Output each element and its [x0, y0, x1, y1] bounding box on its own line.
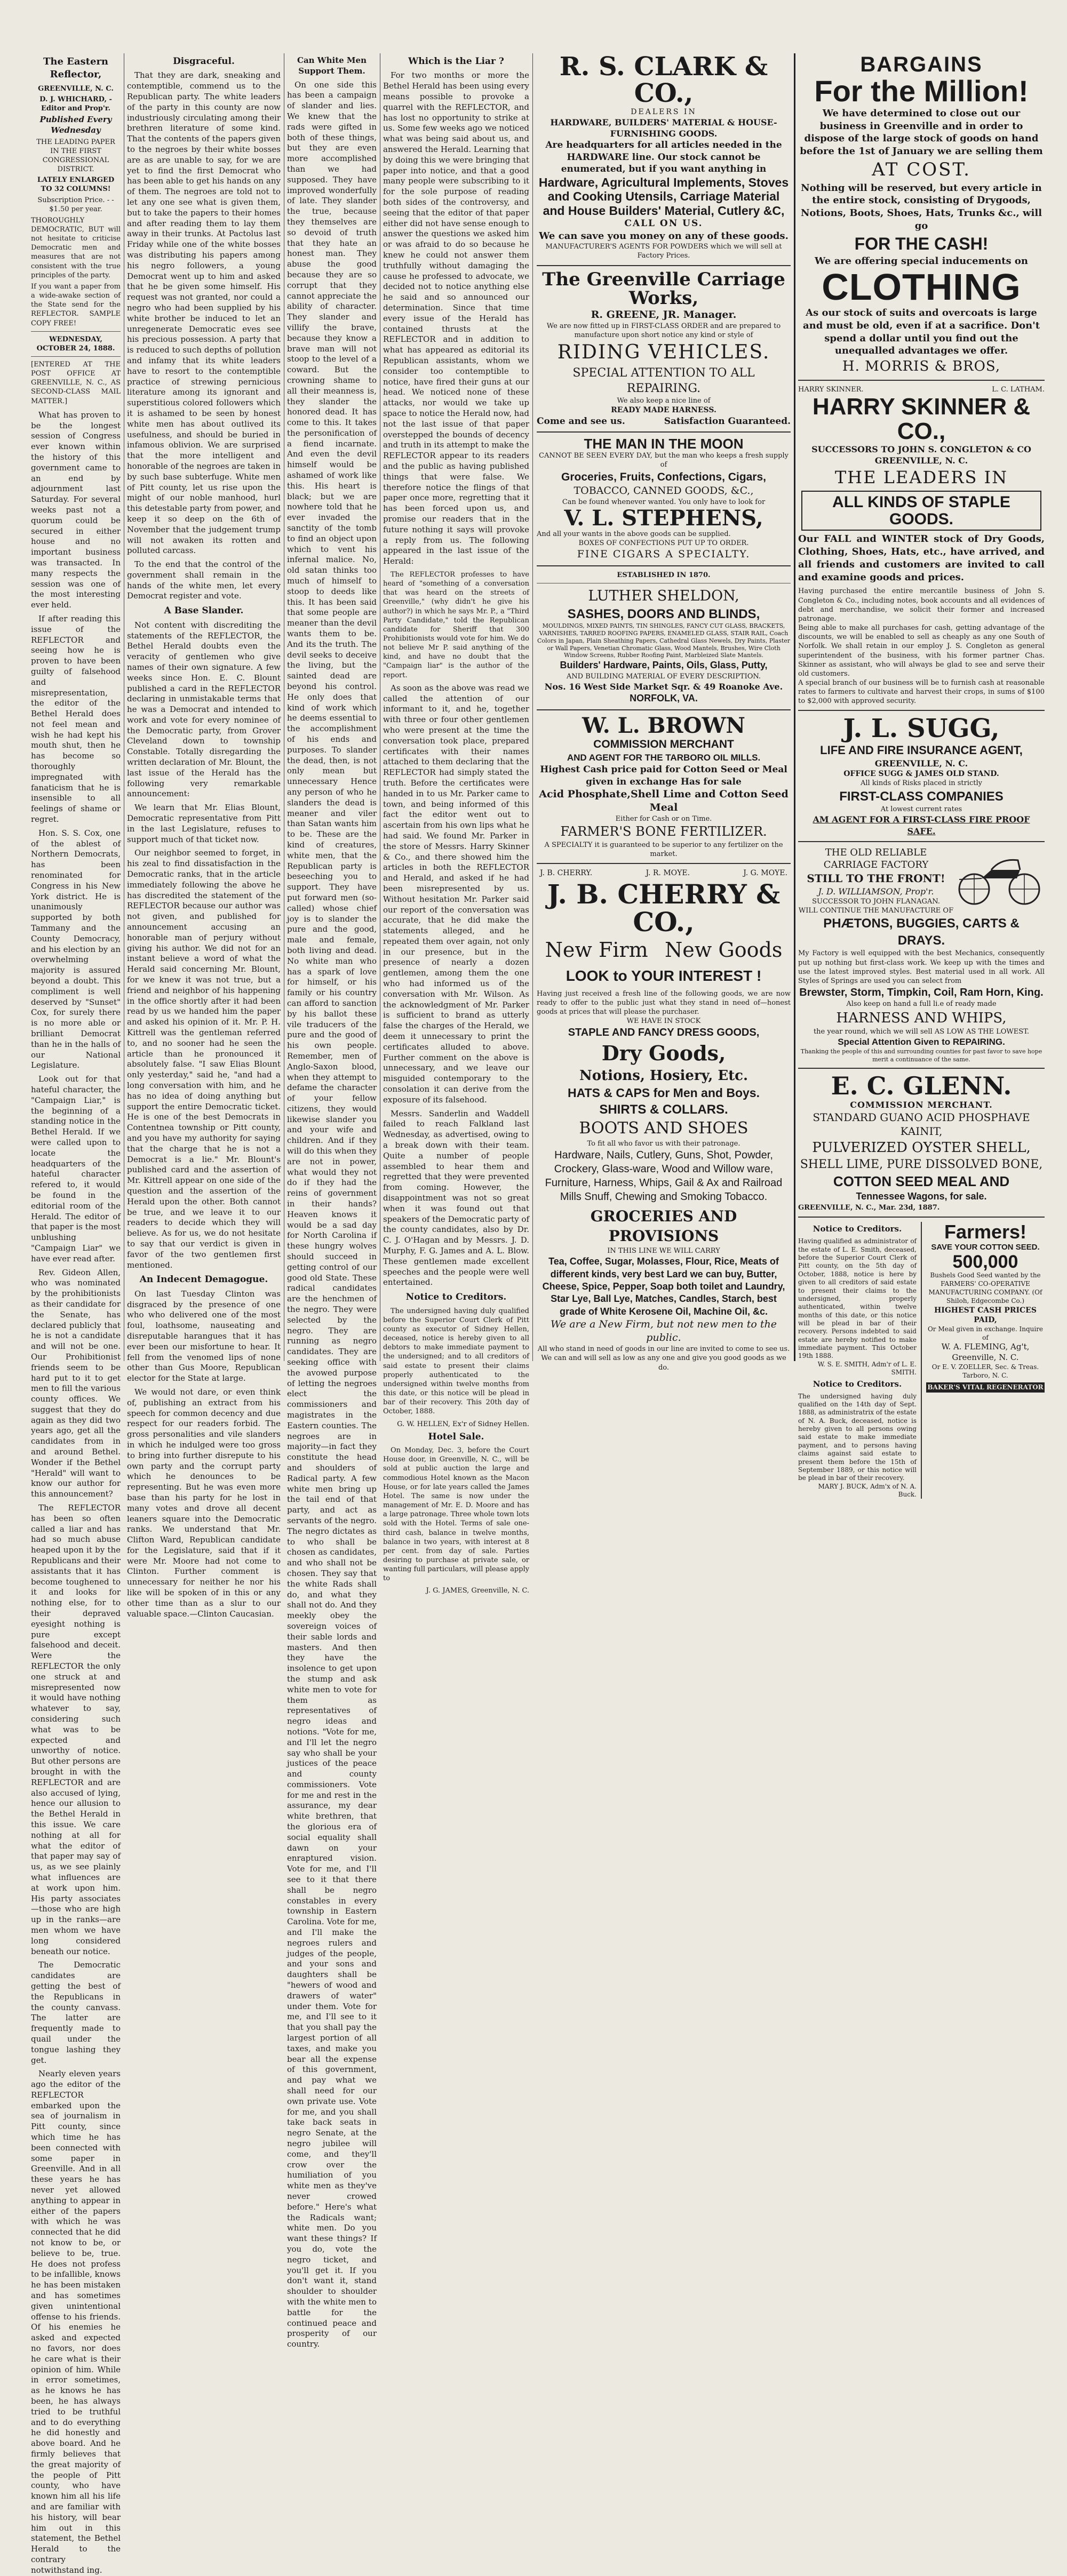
ad-text: Special Attention Given to REPAIRING.	[838, 1036, 1005, 1047]
ad-title: J. B. CHERRY & CO.,	[547, 878, 781, 938]
notice-title: Notice to Creditors.	[405, 1292, 507, 1303]
ad-text: Hardware, Nails, Cutlery, Guns, Shot, Powder, Crockery, Glass-ware, Wood and Willow ware, Furniture, Harness, Whips, Gail & Ax and Railroad Mills Snuff, Chewing and Smoking Tobacco.	[545, 1149, 783, 1203]
ad-text: Highest Cash price paid for Cotton Seed or Meal given in exchange Has for sale	[540, 764, 787, 787]
ad-text: STILL TO THE FRONT!	[807, 872, 945, 885]
column-4	[383, 53, 529, 1595]
ad-text: COMMISSION MERCHANT	[593, 738, 734, 750]
ad-text: AND BUILDING MATERIAL OF EVERY DESCRIPTION.	[566, 672, 761, 681]
ad-text: A SPECIALTY it is guaranteed to be superior to any fertilizer on the market.	[544, 841, 783, 859]
ad-text: GROCERIES AND PROVISIONS	[590, 1207, 737, 1245]
ad-text: the year round, which we will sell AS LOW AS THE LOWEST.	[813, 1027, 1030, 1036]
notice-text: Having qualified as administrator of the estate of L. E. Smith, deceased, before the Superior Court Clerk of Pitt county, on the 5th day of October, 1888, notice is here by given to all creditors of said estate to present their claims to the undersigned, properly authenticated, within twelve months of this date, or this notice will be plead in bar of their recovery. Persons indebted to said estate are hereby notified to make immediate payment. This October 19th 1888.	[798, 1237, 917, 1360]
column-6-ads	[798, 53, 1045, 1498]
paragraph: Not content with discrediting the statements of the REFLECTOR, the Bethel Herald doubts even the veracity of gentlemen who give names of their own signature. A few weeks since Hon. E. C. Blount published a card in the REFLECTOR declaring in unmistakable terms that he was a Democrat and intended to work and vote for every nominee of the Democratic party, from Grover Cleveland down to township Constable. Totally disregarding the written declaration of Mr. Blount, the last issue of the Herald has the following very remarkable announcement:	[127, 620, 281, 799]
paragraph: What has proven to be the longest session of Congress ever known within the history of this government came to an end by adjournment last Saturday. For several weeks past not a quorum could be secured in either house and no important business was transacted. In many respects the session was one of the most interesting ever held.	[31, 410, 121, 610]
ad-text: All kinds of Risks placed in strictly	[860, 779, 983, 788]
ad-text: SUCCESSORS TO JOHN S. CONGLETON & CO	[811, 444, 1031, 454]
ad-ec-glenn	[798, 1073, 1045, 1212]
ad-text: HARNESS AND WHIPS,	[836, 1010, 1007, 1026]
ad-harry-skinner	[798, 385, 1045, 706]
issue-date: WEDNESDAY, OCTOBER 24, 1888.	[36, 335, 115, 353]
ad-title: V. L. STEPHENS,	[564, 505, 763, 531]
ad-text: New Goods	[665, 938, 783, 962]
ad-text: FOR THE CASH!	[854, 234, 989, 253]
ad-text: CALL ON US.	[624, 218, 703, 229]
paragraph: For two months or more the Bethel Herald has been using every means possible to provoke a quarrel with the REFLECTOR, and has lost no opportunity to strike at us. Some few weeks ago we noticed what was being said about us, and answered the Herald. Learning that by doing this we were bringing that paper into notice, and that a good many people were subscribing to it for the sole purpose of reading both sides of the controversy, and seeing that the editor of that paper either did not have sense enough to answer the questions we asked him or was afraid to do so because he knew he could not answer them truthfully without damaging the cause he professed to advocate, we decided not to notice anything else he said and so announced our determination. Since that time every issue of the Herald has contained thrusts at the REFLECTOR and in addition to what has appeared as editorial its Republican assistants, whom we consider too contemptible to notice, have fired their guns at our head. We noticed none of these attacks, nor would we take up space to notice the Herald now, had not the last issue of that paper overstepped the bounds of decency and truth in its attempt to make the REFLECTOR appear to its readers and the public as having published things that were false. We therefore notice the flings of that paper once more, regretting that it has been forced upon us, and promise our readers that in the future nothing it says will provoke a reply from us. The following appeared in the last issue of the Herald:	[383, 70, 529, 566]
ad-text: W. A. FLEMING, Ag't, Greenville, N. C.	[941, 1342, 1030, 1363]
paragraph: On last Tuesday Clinton was disgraced by the presence of one who who delivered one of the most foul, loathsome, nauseating and disreputable harangues that it has ever been our misfortune to hear. It fell from the venomed lips of none other than Gus Moore, Republican elector for the State at large.	[127, 1289, 281, 1383]
ad-text: WILL CONTINUE THE MANUFACTURE OF	[798, 906, 954, 915]
partner-name: HARRY SKINNER.	[798, 386, 864, 394]
ad-text: Hardware, Agricultural Implements, Stoves and Cooking Utensils, Carriage Material and House Builders' Material, Cutlery &C,	[538, 175, 789, 218]
ad-title: HARRY SKINNER & CO.,	[812, 393, 1031, 444]
ad-text: SHELL LIME, PURE DISSOLVED BONE,	[800, 1157, 1043, 1171]
article-title: Can White Men Support Them.	[297, 55, 367, 76]
ad-text: At lowest current rates	[880, 805, 962, 814]
ad-text: THE LEADERS IN	[834, 467, 1008, 488]
enlarged-line: LATELY ENLARGED TO 32 COLUMNS!	[37, 176, 115, 194]
hotel-sale-text: On Monday, Dec. 3, before the Court House door, in Greenville, N. C., will be sold at public auction the large and commodious Hotel known as the Macon House, or for late years called the James Hotel. The same is now under the management of Mr. E. D. Moore and has a large patronage. Three whole town lots sold with the Hotel. Terms of sale one-third cash, balance in twelve months, balance in two years, with interest at 8 per cent. from day of sale. Parties desiring to purchase at private sale, or wanting full particulars, will please apply to	[383, 1446, 529, 1583]
entered-notice: [ENTERED AT THE POST OFFICE AT GREENVILLE, N. C., AS SECOND-CLASS MAIL MATTER.]	[31, 361, 121, 405]
ad-text: GREENVILLE, N. C.	[874, 455, 968, 466]
notice-title: Notice to Creditors.	[813, 1224, 902, 1234]
paragraph: That they are dark, sneaking and contemptible, commend us to the Republican party. The white leaders of the party in this county are now industriously circulating among their brethren literature of some kind. That the contents of the papers given to the negroes by their white bosses are as are unable to say, for we are yet to find the first Democrat who has been able to get his hands on any of them. The negroes are told not to let any one see what is given them, but to take the papers to their homes and after reading them to lay them away in their trunks. At Pactolus last Friday while one of the white bosses was distributing his papers among his negro followers, a young Democrat went up to him and asked that he be given some himself. His request was not granted, nor could a negro who had been supplied by his white brother be induced to let an unregenerate Democratic eves see his precious possession. A party that is reduced to such depths of pollution and infamy that its white leaders have to resort to the contemptible practice of strewing pernicious literature among its ignorant and superstitious colored followers which it is ashamed to be seen by honest white men has about outlived its usefulness, and should be buried in infamous oblivion. We are surprised that the more intelligent and honorable of the negroes are taken in by such base subterfuge. White men of Pitt county, let us rise upon the might of our noble manhood, hurl this detestable party from power, and keep it so deep on the 6th of November that the judgement trump will not awaken its rotten and polluted carcass.	[127, 70, 281, 556]
ad-text: FINE CIGARS A SPECIALTY.	[577, 548, 751, 560]
ad-text: MOULDINGS, MIXED PAINTS, TIN SHINGLES, FANCY CUT GLASS, BRACKETS, VARNISHES, TARRED ROOFING PAPERS, ENAMELED GLASS, STAIR RAIL, Coach Colors in Japan, Plain Sheathing Papers, Cathedral Glass Newels, Dry Paints, Plaster or Wall Papers, Venetian Chromatic Glass, Wood Mantels, Brushes, Wire Cloth Window Screens, Rubber Roofing Paint, Marbleized Slate Mantels.	[537, 622, 791, 659]
partner-name: J. R. MOYE.	[646, 869, 690, 878]
ad-text: To fit all who favor us with their patronage.	[587, 1139, 740, 1148]
column-2	[127, 53, 281, 1619]
notice-signature: MARY J. BUCK, Adm'x of N. A. Buck.	[818, 1482, 917, 1498]
ad-text: H. MORRIS & BROS,	[842, 358, 1001, 375]
ad-text: Come and see us.	[537, 415, 625, 427]
ad-text: PHÆTONS, BUGGIES, CARTS & DRAYS.	[823, 916, 1020, 948]
ad-text: TOBACCO, CANNED GOODS, &C.,	[574, 485, 754, 497]
ad-title: E. C. GLENN.	[831, 1071, 1012, 1101]
ad-text: Being able to make all purchases for cash, getting advantage of the discounts, we will be enabled to sell as cheaply as any one South of Norfolk. We shall retain in our employ J. S. Congleton as general superintendent of the business, with his former partner Chas. Skinner as assistant, who will always be glad to see and serve their old customers.	[798, 624, 1045, 678]
ad-man-in-moon	[537, 437, 791, 561]
ad-title: THE MAN IN THE MOON	[584, 436, 744, 452]
ad-rs-clark	[537, 53, 791, 261]
ad-text: We are a New Firm, but not new men to the public.	[551, 1318, 777, 1344]
ad-text: GREENVILLE, N. C.	[874, 758, 968, 769]
ad-text: We also keep a nice line of	[617, 396, 711, 405]
paragraph: Messrs. Sanderlin and Waddell failed to reach Falkland last Wednesday, as advertised, owing to a break down with their team. Quite a number of people assembled to hear them and regretted that they were prevented from coming. However, the disappointment was not so great when it was found out that speakers of the Democratic party of the county candidates, also by Dr. C. J. O'Hagan and by Messrs. J. D. Murphy, F. G. James and A. L. Blow. These gentlemen made excellent speeches and the people were well entertained.	[383, 1108, 529, 1287]
ad-text: Or Meal given in exchange. Inquire of	[927, 1325, 1044, 1341]
ad-text: HATS & CAPS for Men and Boys.	[568, 1086, 760, 1100]
article-title: An Indecent Demagogue.	[139, 1274, 268, 1285]
ad-text: AND AGENT FOR THE TARBORO OIL MILLS.	[567, 752, 761, 763]
partner-name: L. C. LATHAM.	[992, 386, 1045, 394]
ad-text: OFFICE SUGG & JAMES OLD STAND.	[843, 770, 999, 779]
ad-text: BAKER'S VITAL REGENERATOR	[926, 1382, 1045, 1393]
ad-wl-brown	[537, 715, 791, 859]
ad-text: DEALERS IN	[631, 107, 697, 116]
ad-text: FARMER'S BONE FERTILIZER.	[560, 824, 767, 839]
paragraph: The Democratic candidates are getting the best of the Republicans in the county canvass. The latter are frequently made to quail under the tongue lashing they get.	[31, 1960, 121, 2065]
ad-text: New Firm	[545, 938, 648, 962]
paragraph: On one side this has been a campaign of slander and lies. We knew that the rads were gifted in both of these things, but they are even more accomplished than we had supposed. They have improved wonderfully of late. They slander the true, because they themselves are so devoid of truth that they hate an honest man. They abuse the good because they are so corrupt that they cannot appreciate the ability of character. They slander and villify the brave, because they know a brave man will not stoop to the level of a coward. But the crowning shame to all their meanness is, they slander the honored dead. It has come to this. It takes the personification of a fiend incarnate. And even the devil himself would be ashamed of work like this. His heart is black; but we are nowhere told that he ever invaded the sanctity of the tomb to find an object upon which to vent his infernal malice. No, old satan thinks too much of himself to stoop to deeds like this. It has been said that some people are meaner than the devil wants them to be. And its the truth. The devil seeks to deceive the living, but the sainted dead are beyond his control. He only does that kind of work which he deems essential to the accomplishment of his ends and purposes. To slander the dead, then, is not only mean but unnecessary Hence any person of who he slanders the dead is meaner and viler than Satan wants him to be. These are the kind of creatures, white men, that the Republican party is beseeching you to support. They have put forward men (so-called) whose chief joy is to slander the pure and the good, male and female, both living and dead. No white man who has a spark of love for himself, or his family or his country can afford to sanction by his ballot these vile traducers of the pure and the good of his own people. Remember, men of Anglo-Saxon blood, when they attempt to defame the character of your fellow citizens, they would likewise slander you and your wife and children. And if they will do this when they are not in power, what would they not do if they had the reins of government in their hands? Heaven knows it would be a sad day for North Carolina if these hungry wolves should succeed in getting control of our good old State. These radical candidates are the henchmen of the negro. They were selected by the negro. They are running as negro candidates. They are seeking office with the avowed purpose of letting the negroes elect the commissioners and magistrates in the Eastern counties. The negroes are in majority—in fact they constitute the head and shoulders of Radical party. A few white men bring up the tail end of that party, and act as servants of the negro. The negro dictates as to who shall be chosen as candidates, and who shall not be chosen. They say that the white Rads shall do, and what they shall not do. And they meekly obey the sovereign voices of their sable lords and masters. And then they have the insolence to get upon the stump and ask white men to vote for them as representatives of negro ideas and notions. "Vote for me, and I'll let the negro say who shall be your justices of the peace and county commissioners. Vote for me and rest in the assurance, my dear white brethren, that the glorious era of social equality shall dawn on your enraptured vision. Vote for me, and I'll see to it that there shall be negro constables in every township in Eastern Carolina. Vote for me, and I'll make the negroes rulers and judges of the people, and your sons and daughters shall be "hewers of wood and drawers of water" under them. Vote for me, and I'll see to it that you shall pay the largest portion of all taxes, and make you bear all the expense of this government, and pay what we shall need for our own private use. Vote for me, and you shall take back seats in negro Senate, at the negro jubilee will come, and they'll crow over the humiliation of you white men as they've never crowed before." Here's what the Radicals want; white men. Do you want these things? If you do, vote the negro ticket, and you'll get it. If you don't want it, stand shoulder to shoulder with the white men to battle for the continued peace and prosperity of our country.	[287, 79, 377, 2349]
ad-text: STANDARD GUANO ACID PHOSPHAVE KAINIT,	[813, 1110, 1030, 1138]
ad-jb-cherry	[537, 868, 791, 1372]
ad-text: RIDING VEHICLES.	[557, 341, 770, 364]
notice-signature: G. W. HELLEN, Ex'r of Sidney Hellen.	[397, 1420, 529, 1428]
ad-title: BARGAINS	[860, 53, 983, 76]
ad-text: PULVERIZED OYSTER SHELL,	[812, 1139, 1031, 1156]
leading-paper: THE LEADING PAPER IN THE FIRST CONGRESSIONAL DISTRICT.	[36, 138, 115, 174]
ad-text: Thanking the people of this and surrounding counties for past favor to save hope merit a continuance of the same.	[800, 1048, 1042, 1063]
ad-text: LIFE AND FIRE INSURANCE AGENT,	[820, 743, 1023, 757]
ad-text: All who stand in need of goods in our line are invited to come to see us. We can and will sell as low as any one and give you good goods as we do.	[537, 1345, 790, 1372]
ad-text: WE HAVE IN STOCK	[626, 1017, 701, 1026]
article-title: A Base Slander.	[164, 605, 244, 617]
paragraph: Hon. S. S. Cox, one of the ablest of Northern Democrats, has been renominated for Congress in his New York district. He is unanimously supported by both Tammany and the County Democracy, and his election by an overwhelming majority is assured beyond a doubt. This compliment is well deserved by "Sunset" Cox, for surely there is no more able or brilliant Democrat than he in the halls of our National Legislature.	[31, 828, 121, 1070]
column-rule	[532, 53, 533, 1361]
notice-title: Notice to Creditors.	[813, 1379, 902, 1389]
ad-text: HIGHEST CASH PRICES PAID,	[934, 1306, 1037, 1325]
paragraph: Look out for that hateful character, the "Campaign Liar," is the beginning of a standing notice in the Bethel Herald. If we were called upon to locate the headquarters of the hateful character refered to, it would be found in the editorial room of the Herald. The editor of that paper is the most unblushing "Campaign Liar" we have ever read after.	[31, 1074, 121, 1263]
paper-place: GREENVILLE, N. C.	[38, 84, 114, 93]
ad-text: AT COST.	[872, 158, 971, 180]
ad-text: COTTON SEED MEAL AND	[833, 1173, 1010, 1189]
published-line: Published Every Wednesday	[39, 114, 112, 135]
ad-text: HARDWARE, BUILDERS' MATERIAL & HOUSE-FURNISHING GOODS.	[550, 117, 777, 139]
paragraph: To the end that the control of the government shall remain in the hands of the white men, let every Democrat register and vote.	[127, 559, 281, 601]
paragraph: Our neighbor seemed to forget, in his zeal to find dissatisfaction in the Democratic ranks, that in the article immediately following the above he has discredited the statement of the REFLECTOR because our author was not given, and published for announcement accusing an honorable man of perjury without giving his author. We did not for an instant believe a word of what the Herald said concerning Mr. Blount, for we knew it was not true, but a friend and neighbor of his happening in the office shortly after it had been read by us we handed him the paper and asked his opinion of it. Mr. P. H. Kittrell was the gentleman referred to, and no sooner had he seen the article than he pronounced it absolutely false. "I saw Elias Blount only yesterday," said he, "and had a long conversation with him, and he has no idea of doing anything but support the entire Democratic ticket. He is one of the best Democrats in Contentnea township or Pitt county, and you have my authority for saying that the charge that he is not a Democrat is a lie." Mr. Blount's published card and the assertion of Mr. Kittrell appear on one side of the question and the assertion of the Herald upon the other. Both cannot be true, and we leave it to our readers to decide which they will believe. As for us, we do not hesitate to say that our verdict is given in favor of the two gentlemen first mentioned.	[127, 848, 281, 1270]
ad-text: IN THIS LINE WE WILL CARRY	[607, 1247, 720, 1255]
democratic-statement: THOROUGHLY DEMOCRATIC, BUT will not hesitate to criticise Democratic men and measures that are not consistent with the true principles of the party.	[31, 216, 121, 279]
paragraph: Rev. Gideon Allen, who was nominated by the prohibitionists as their candidate for the Senate, has declared publicly that he is not a candidate and will not be one. Our Prohibitionist friends seem to be hard put to it to get men to fill the various county offices. We suggest that they do again as they did two years ago, get all the candidates from in and around Bethel. Wonder if the Bethel "Herald" will want to know our author for this announcement?	[31, 1267, 121, 1499]
ad-text: SUCCESSOR TO JOHN FLANAGAN.	[812, 897, 940, 906]
article-title: Disgraceful.	[173, 56, 235, 67]
ad-text: BOOTS AND SHOES	[579, 1119, 749, 1138]
ad-title: W. L. BROWN	[582, 713, 745, 738]
ad-text: NORFOLK, VA.	[630, 693, 698, 704]
partner-name: J. G. MOYE.	[743, 869, 787, 878]
ad-text: Also keep on hand a full li.e of ready made	[846, 1000, 997, 1009]
ad-title: R. S. CLARK & CO.,	[559, 52, 768, 109]
ad-title: J. L. SUGG,	[843, 714, 1000, 744]
ad-title: For the Million!	[814, 74, 1029, 108]
creditor-notices	[798, 1222, 917, 1499]
paragraph: Nearly eleven years ago the editor of the REFLECTOR embarked upon the sea of journalism in Pitt county, since which time he has been connected with some paper in Greenville. And in all these years he has never yet allowed anything to appear in either of the papers with which he was connected that he did not know to be, or believe to be, true. He does not profess to be infallible, knows he has been mistaken and has sometimes given unintentional offense to his friends. Of his enemies he asked and expected no favors, nor does he care what is their opinion of him. While in error sometimes, as he knows he has been, he has always tried to be truthful and to do everything he did honestly and above board. And he firmly believes that the great majority of the people of Pitt county, who have known him all his life and are familiar with his history, will bear him out in this statement, the Bethel Herald to the contrary notwithstand ing.	[31, 2069, 121, 2575]
buggy-illustration-icon	[954, 855, 1045, 906]
ad-text: R. GREENE, JR. Manager.	[591, 308, 737, 321]
partner-name: J. B. CHERRY.	[540, 869, 593, 878]
subscription-price: Subscription Price. - - $1.50 per year.	[37, 196, 114, 213]
ad-text: Brewster, Storm, Timpkin, Coil, Ram Horn, King.	[799, 986, 1044, 998]
notice-title: Hotel Sale.	[428, 1431, 484, 1442]
ad-text: Notions, Hosiery, Etc.	[579, 1068, 749, 1084]
ad-text: READY MADE HARNESS.	[611, 406, 716, 415]
editor-line: D. J. WHICHARD, - Editor and Prop'r.	[39, 95, 112, 113]
ad-luther-sheldon	[537, 571, 791, 705]
ad-text: Are headquarters for all articles needed in the HARDWARE line. Our stock cannot be enumerated, but if you want anything in	[545, 140, 782, 175]
paragraph: As soon as the above was read we called the attention of our informant to it, and he, together with three or four other gentlemen who were present at the time the conversation took place, prepared certificates with their names attached to them declaring that the REFLECTOR had simply stated the truth. Before the certificates were handed in to us Mr. Parker came to town, and being informed of this fact the editor went out to ascertain from his own lips what he had said. We found Mr. Parker in the store of Messrs. Harry Skinner & Co., and there showed him the articles in both the REFLECTOR and Herald, and asked if he had been misrepresented by us. Without hesitation Mr. Parker said our report of the conversation was accurate, that he did make the statements alleged, and he repeated them over again, not only in our presence, but in the presence of nearly a dozen gentlemen, among them the one who had informed us of the conversation with Mr. Wilson. As the acknowledgment of Mr. Parker is sufficient to brand as utterly false the charges of the Herald, we deem it unnecessary to print the certificates alluded to above. Further comment on the above is unnecessary, and we leave our misguided contemporary to the consolation it can derive from the exposure of its falsehood.	[383, 683, 529, 1105]
ad-text: MANUFACTURER'S AGENTS FOR POWDERS which we will sell at Factory Prices.	[545, 243, 782, 260]
notice-signature: W. S. E. SMITH, Adm'r of L. E. SMITH.	[817, 1360, 917, 1377]
ad-text: AM AGENT FOR A FIRST-CLASS FIRE PROOF SAFE.	[813, 814, 1030, 836]
ad-text: Satisfaction Guaranteed.	[664, 415, 791, 427]
notice-text: The undersigned having duly qualified before the Superior Court Clerk of Pitt county as executor of Sidney Hellen, deceased, notice is hereby given to all debtors to make immediate payment to the undersigned; and to all creditors of said estate to present their claims properly authenticated to the undersigned within twelve months from this date, or this notice will be plead in bar of their recovery. This 20th day of October, 1888.	[383, 1307, 529, 1416]
notice-text: The undersigned having duly qualified on the 14th day of Sept. 1888, as administratrix of the estate of N. A. Buck, deceased, notice is hereby given to all persons owing said estate to make immediate payment, and to persons having claims against said estate to present them before the 15th of September 1889, or this notice will be plead in bar of their recovery.	[798, 1392, 917, 1482]
ad-text: Nothing will be reserved, but every article in the entire stock, consisting of Drygoods, Notions, Boots, Shoes, Hats, Trunks &c., will go	[800, 182, 1042, 231]
ad-text: We can save you money on any of these goods.	[539, 230, 789, 242]
ad-text: Bushels Good Seed wanted by the FARMERS' CO-OPERATIVE MANUFACTURING COMPANY. (Of Shiloh, Edgecombe Co.)	[928, 1271, 1042, 1305]
ad-williamson-carriage	[798, 846, 1045, 1064]
ad-text: As our stock of suits and overcoats is large and must be old, even if at a sacrifice. Don't spend a dollar until you find out the unequalled advantages we offer.	[802, 307, 1040, 357]
paragraph: If after reading this issue of the REFLECTOR and seeing how he is proven to have been guilty of falsehood and misrepresentation, the editor of the Bethel Herald does not feel mean and wish he had kept his mouth shut, then he has become so thoroughly impregnated with fanaticism that he is insensible to all feelings of shame or regret.	[31, 613, 121, 825]
ad-text: Tea, Coffee, Sugar, Molasses, Flour, Rice, Meats of different kinds, very best Lard we can buy, Butter, Cheese, Spice, Pepper, Soap both toilet and Laundry, Star Lye, Ball Lye, Matches, Candles, Starch, best grade of White Kerosene Oil, Machine Oil, &c.	[542, 1256, 785, 1317]
ad-text: Tennessee Wagons, for sale.	[856, 1191, 987, 1202]
ad-text: 500,000	[952, 1251, 1018, 1272]
ad-text: BOXES OF CONFECTIONS PUT UP TO ORDER.	[578, 539, 749, 547]
ad-farmers-cotton-seed	[926, 1222, 1045, 1499]
column-1	[31, 53, 121, 2575]
ad-text: COMMISSION MERCHANT.	[850, 1099, 993, 1110]
column-5-ads	[537, 52, 791, 1372]
ad-text: We are now fitted up in FIRST-CLASS ORDER and are prepared to manufacture upon short notice any kind or style of	[546, 322, 781, 340]
ad-text: Builders' Hardware, Paints, Oils, Glass, Putty,	[560, 660, 768, 671]
paper-name: The Eastern Reflector,	[43, 56, 109, 80]
ad-text: GREENVILLE, N. C., Mar. 23d, 1887.	[798, 1204, 940, 1212]
sample-copy: If you want a paper from a wide-awake section of the State send for the REFLECTOR. SAMPLE COPY FREE!	[31, 282, 121, 327]
article-title: Which is the Liar ?	[408, 56, 504, 67]
ad-carriage-works	[537, 270, 791, 427]
ad-text: A special branch of our business will be to furnish cash at reasonable rates to farmers to cultivate and harvest their crops, in sums of $100 to $2,000 with approved security.	[798, 679, 1045, 706]
ad-text: We have determined to close out our business in Greenville and in order to dispose of the large stock of goods on hand before the 1st of January we are selling them	[800, 107, 1043, 157]
paragraph: The REFLECTOR has been so often called a liar and has had so much abuse heaped upon it by the Republicans and their assistants that it has become toughened to it and looks for nothing else, for to their depraved eyesight nothing is pure except falsehood and deceit. Were the REFLECTOR the only one struck at and misrepresented now it would have nothing whatever to say, considering such what was to be expected and unworthy of notice. But other persons are brought in with the REFLECTOR and are also accused of lying, hence our allusion to the Bethel Herald in this issue. We care nothing at all for what the editor of that paper may say of us, as we see plainly what influences are at work upon him. His party associates—those who are high up in the ranks—are men whom we have long considered beneath our notice.	[31, 1503, 121, 1956]
ad-title: The Greenville Carriage Works,	[542, 268, 785, 309]
ad-title: LUTHER SHELDON,	[588, 588, 739, 605]
ad-title: Farmers!	[944, 1221, 1027, 1243]
ad-text: LOOK to YOUR INTEREST !	[566, 967, 762, 984]
ad-text: FIRST-CLASS COMPANIES	[839, 789, 1004, 804]
ad-text: And all your wants in the above goods can be supplied.	[537, 530, 731, 538]
ad-text: Acid Phosphate,Shell Lime and Cotton Seed Meal	[539, 788, 789, 814]
column-rule	[794, 53, 795, 1361]
ad-text: ALL KINDS OF STAPLE GOODS.	[801, 491, 1041, 531]
ad-text: CANNOT BE SEEN EVERY DAY, but the man who keeps a fresh supply of	[539, 452, 789, 469]
ad-text: SAVE YOUR COTTON SEED.	[931, 1243, 1040, 1252]
hotel-sale-signature: J. G. JAMES, Greenville, N. C.	[426, 1587, 529, 1595]
ad-text: Having just received a fresh line of the following goods, we are now ready to offer to the public just what they stand in need of—honest goods at prices that will please the purchaser.	[537, 989, 791, 1017]
ad-text: SASHES, DOORS AND BLINDS,	[567, 606, 760, 621]
ad-text: Either for Cash or on Time.	[615, 815, 712, 823]
ad-morris-bargains	[798, 53, 1045, 375]
ad-text: Dry Goods,	[601, 1041, 726, 1065]
ad-text: THE OLD RELIABLE CARRIAGE FACTORY	[823, 846, 929, 871]
paragraph: We would not dare, or even think of, publishing an extract from his speech for common decency and due respect for our readers forbid. The gross personalities and vile slanders in which he indulged were too gross to bring into further disrepute to his own party and the corrupt party which he denounces to be representing. But he was even more base than his party for he lost in many votes and drove all decent leaners square into the Democratic ranks. We understand that Mr. Clifton Ward, Republican candidate for the Legislature, said that if it were Mr. Moore had not come to Clinton. Further comment is unnecessary for neither he nor his like will be spoken of in this or any other time than as a slur to our valuable space.—Clinton Caucasian.	[127, 1387, 281, 1619]
ad-text: Can be found whenever wanted. You only have to look for	[562, 498, 766, 507]
ad-text: My Factory is well equipped with the best Mechanics, consequently put up nothing but first-class work. We keep up with the times and use the latest improved styles. Best material used in all work. All Styles of Springs are used you can select from	[798, 949, 1045, 985]
ad-text: Groceries, Fruits, Confections, Cigars,	[561, 470, 766, 483]
ad-text: Our FALL and WINTER stock of Dry Goods, Clothing, Shoes, Hats, etc., have arrived, and all friends and customers are invited to call and examine goods and prices.	[798, 533, 1045, 583]
ad-jl-sugg	[798, 715, 1045, 836]
ad-text: STAPLE AND FANCY DRESS GOODS,	[568, 1027, 760, 1039]
ad-text: Having purchased the entire mercantile business of John S. Congleton & Co., including notes, book accounts and all evidences of debt and merchandise, we solicit their former and increased patronage.	[798, 587, 1045, 623]
ad-text: J. D. WILLIAMSON, Prop'r.	[818, 886, 934, 897]
ad-text: We are offering special inducements on	[815, 255, 1028, 267]
ad-text: Or E. V. ZOELLER, Sec. & Treas. Tarboro, N. C.	[931, 1363, 1039, 1379]
ad-text: SPECIAL ATTENTION TO ALL REPAIRING.	[572, 366, 755, 395]
ad-text: CLOTHING	[822, 266, 1021, 308]
paragraph: The REFLECTOR professes to have heard of "something of a conversation that was heard on the streets of Greenville," (why didn't he give his author?) in which he says Mr. P., a "Third Party Candidate," told the Republican candidate for Sheriff that 300 Prohibitionists would vote for him. We do not believe Mr P. said anything of the kind, and have no doubt that the "Campaign liar" is the author of the report.	[383, 570, 529, 679]
ad-text: Nos. 16 West Side Market Sqr. & 49 Roanoke Ave.	[544, 682, 783, 692]
column-3	[287, 53, 377, 2349]
ad-text: ESTABLISHED IN 1870.	[617, 571, 711, 579]
ad-text: SHIRTS & COLLARS.	[599, 1102, 728, 1117]
paragraph: We learn that Mr. Elias Blount, Democratic representative from Pitt in the last Legislature, refuses to support much of that ticket now.	[127, 803, 281, 844]
